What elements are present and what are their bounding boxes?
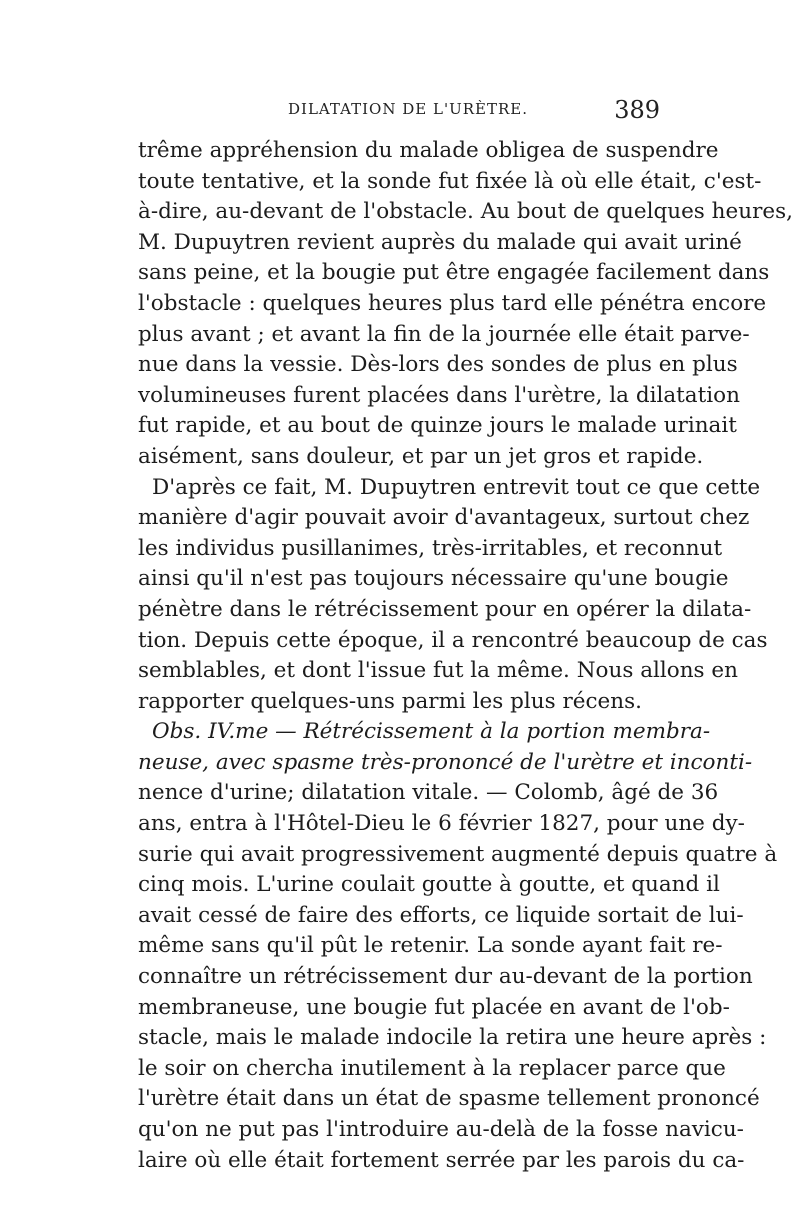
text-line: fut rapide, et au bout de quinze jours le malade urinait (138, 413, 737, 439)
text-line: toute tentative, et la sonde fut fixée là où elle était, c'est- (138, 168, 762, 194)
text-line: à-dire, au-devant de l'obstacle. Au bout de quelques heures, (138, 199, 793, 225)
text-line: même sans qu'il pût le retenir. La sonde ayant fait re- (138, 933, 723, 959)
text-line: qu'on ne put pas l'introduire au-delà de la fosse navicu- (138, 1117, 744, 1142)
text-line: surie qui avait progressivement augmenté depuis quatre à (138, 841, 778, 867)
text-line: cinq mois. L'urine coulait goutte à goutte, et quand il (138, 872, 720, 898)
text-line: membraneuse, une bougie fut placée en avant de l'ob- (138, 994, 730, 1020)
text-line: manière d'agir pouvait avoir d'avantageux, surtout chez (138, 505, 750, 531)
text-line: connaître un rétrécissement dur au-devant de la portion (138, 964, 753, 990)
text-line: plus avant ; et avant la fin de la journée elle était parve- (138, 321, 750, 347)
text-line: l'urètre était dans un état de spasme tellement prononcé (138, 1086, 760, 1112)
page-header (140, 96, 660, 126)
text-line: sans peine, et la bougie put être engagée facilement dans (138, 260, 770, 286)
observation-heading: Obs. IV.me — Rétrécissement à la portion membra- (152, 719, 711, 745)
text-line: pénètre dans le rétrécissement pour en opérer la dilata- (138, 596, 752, 622)
text-line: volumineuses furent placées dans l'urètre, la dilatation (138, 382, 740, 408)
text-line: aisément, sans douleur, et par un jet gros et rapide. (138, 443, 704, 469)
text-line: avait cessé de faire des efforts, ce liquide sortait de lui- (138, 902, 744, 928)
text-line: M. Dupuytren revient auprès du malade qui avait uriné (138, 229, 742, 255)
text-line: trême appréhension du malade obligea de suspendre (138, 138, 719, 163)
text-line: rapporter quelques-uns parmi les plus récens. (138, 688, 642, 714)
text-line: semblables, et dont l'issue fut la même. Nous allons en (138, 658, 738, 684)
text-line: nence d'urine; dilatation vitale. — Colomb, âgé de 36 (138, 780, 719, 806)
observation-title: neuse, avec spasme très-prononcé de l'urètre et inconti- (138, 749, 753, 775)
text-line: laire où elle était fortement serrée par les parois du ca- (138, 1147, 745, 1173)
body-text (138, 136, 793, 1176)
text-line: ainsi qu'il n'est pas toujours nécessaire qu'une bougie (138, 566, 729, 592)
running-head: DILATATION DE L'URÈTRE. (288, 100, 528, 118)
text-line: l'obstacle : quelques heures plus tard elle pénétra encore (138, 290, 767, 316)
text-line: tion. Depuis cette époque, il a rencontré beaucoup de cas (138, 627, 768, 653)
paragraph-first-line: D'après ce fait, M. Dupuytren entrevit tout ce que cette (152, 474, 761, 500)
text-line: nue dans la vessie. Dès-lors des sondes de plus en plus (138, 352, 738, 378)
text-line: stacle, mais le malade indocile la retira une heure après : (138, 1025, 767, 1051)
text-line: ans, entra à l'Hôtel-Dieu le 6 février 1827, pour une dy- (138, 811, 745, 837)
text-line: les individus pusillanimes, très-irritables, et reconnut (138, 535, 723, 561)
page-number: 389 (614, 96, 660, 124)
text-line: le soir on chercha inutilement à la replacer parce que (138, 1055, 726, 1081)
